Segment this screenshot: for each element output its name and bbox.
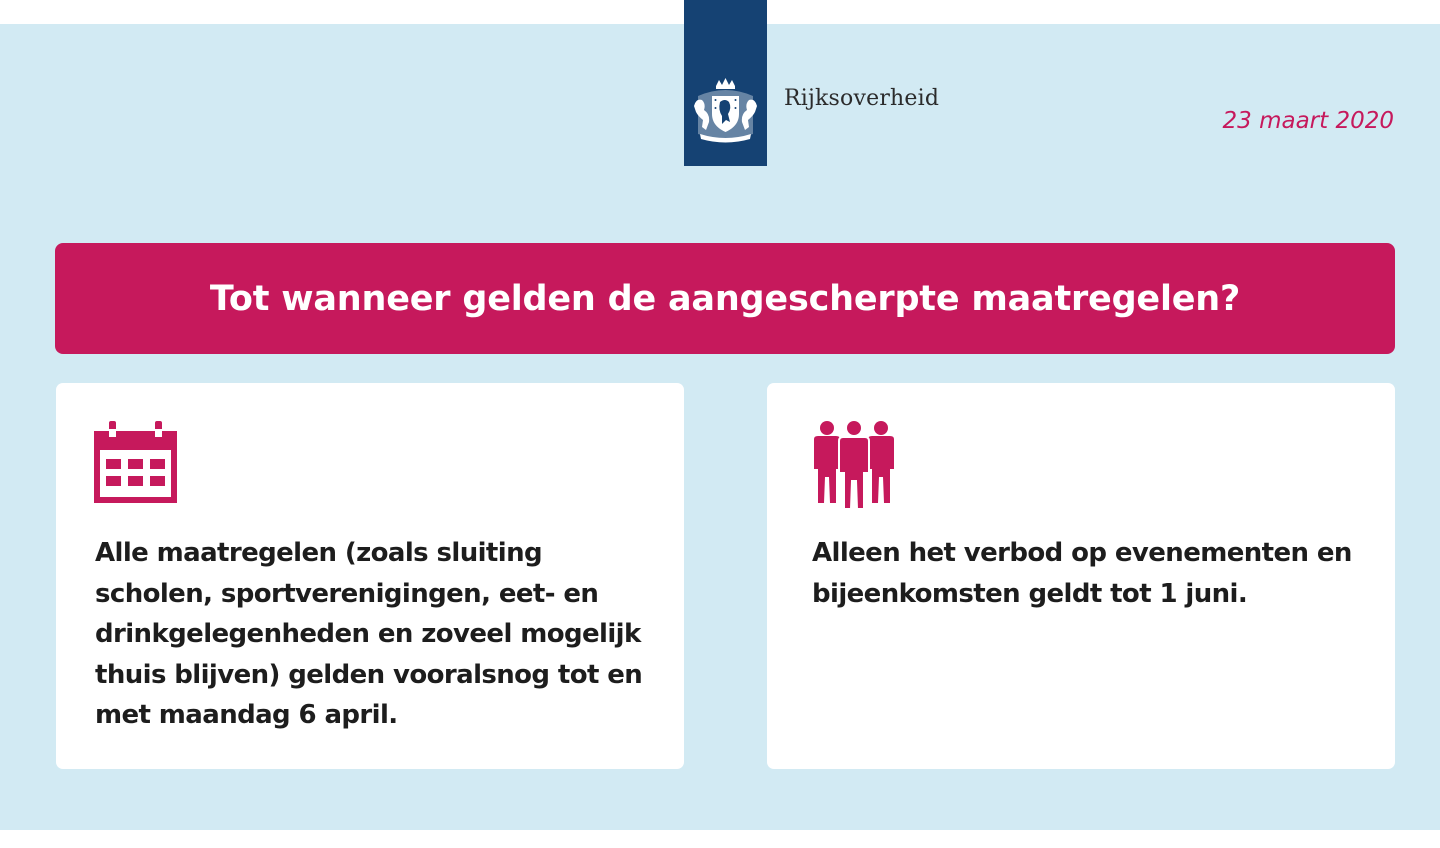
card-text	[95, 533, 655, 736]
card-text-line: drinkgelegenheden en zoveel mogelijk	[95, 619, 641, 649]
calendar-icon	[94, 421, 178, 505]
card-text-line: Alleen het verbod op evenementen en	[812, 538, 1352, 568]
publication-date: 23 maart 2020	[1222, 108, 1394, 134]
logo	[684, 0, 767, 166]
card-text-line: Alle maatregelen (zoals sluiting	[95, 538, 542, 568]
title-banner	[55, 243, 1395, 354]
card-text	[812, 533, 1372, 614]
card-text-line: scholen, sportverenigingen, eet- en	[95, 578, 599, 609]
page-title: Tot wanneer gelden de aangescherpte maatregelen?	[209, 278, 1241, 319]
people-group-icon	[811, 419, 897, 509]
organisation-name: Rijksoverheid	[784, 86, 940, 111]
info-card-measures	[56, 383, 684, 769]
coat-of-arms-icon	[684, 0, 767, 166]
card-text-line: thuis blijven) gelden vooralsnog tot en	[95, 659, 643, 690]
card-text-line: bijeenkomsten geldt tot 1 juni.	[812, 578, 1248, 609]
info-card-events	[767, 383, 1395, 769]
card-text-line: met maandag 6 april.	[95, 700, 398, 730]
